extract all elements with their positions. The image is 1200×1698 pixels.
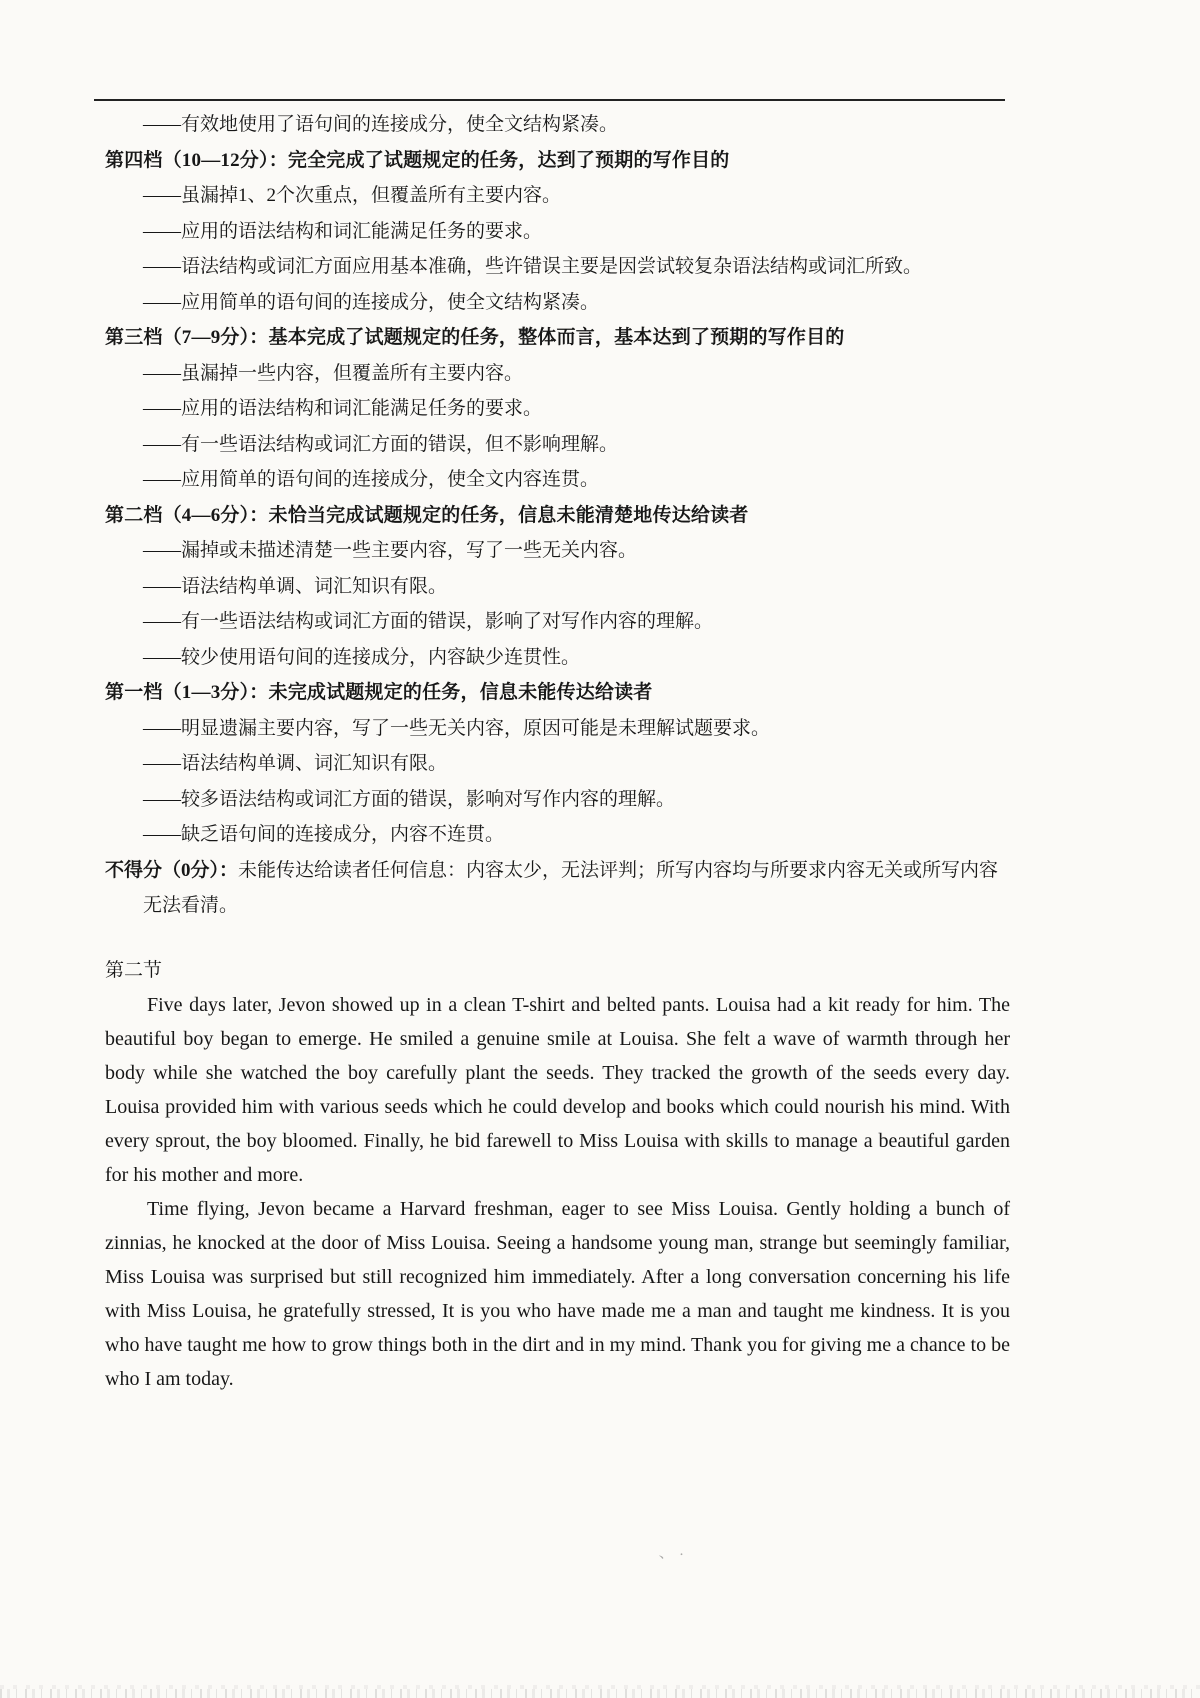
rubric-item: ——语法结构或词汇方面应用基本准确，些许错误主要是因尝试较复杂语法结构或词汇所致。 [143,256,923,277]
header-rule [94,99,1005,101]
band-title-1: 第一档（1—3分）：未完成试题规定的任务，信息未能传达给读者 [105,682,653,703]
rubric-item: ——有一些语法结构或词汇方面的错误，但不影响理解。 [143,433,619,455]
rubric-item: ——应用简单的语句间的连接成分，使全文内容连贯。 [143,469,600,490]
page-content [105,107,1010,1396]
rubric-item: ——应用的语法结构和词汇能满足任务的要求。 [143,220,543,242]
passage-paragraph-2: Time flying, Jevon became a Harvard freshman, eager to see Miss Louisa. Gently holding a bunch of zinnias, he knocked at the door of Miss Louisa. Seeing a handsome young man, strange but seemingly familiar, Miss Louisa was surprised but still recognized him immediately. After a long conversation concerning his life with Miss Louisa, he gratefully stressed, It is you who have made me a man and taught me kindness. It is you who have taught me how to grow things both in the dirt and in my mind. Thank you for giving me a chance to be who I am today. [105,1198,1010,1390]
rubric-item: ——较少使用语句间的连接成分，内容缺少连贯性。 [143,646,581,668]
rubric-item: ——漏掉或未描述清楚一些主要内容，写了一些无关内容。 [143,540,638,561]
passage-paragraph-1: Five days later, Jevon showed up in a clean T-shirt and belted pants. Louisa had a kit ready for him. The beautiful boy began to emerge. He smiled a genuine smile at Louisa. She felt a wave of warmth through her body while she watched the boy carefully plant the seeds. They tracked the growth of the seeds every day. Louisa provided him with various seeds which he could develop and books which could nourish his mind. With every sprout, the boy bloomed. Finally, he bid farewell to Miss Louisa with skills to manage a beautiful garden for his mother and more. [105,994,1010,1186]
rubric-item: ——虽漏掉一些内容，但覆盖所有主要内容。 [143,362,524,384]
rubric-item: ——虽漏掉1、2个次重点，但覆盖所有主要内容。 [143,185,562,206]
rubric-item: ——有一些语法结构或词汇方面的错误，影响了对写作内容的理解。 [143,611,714,632]
zero-score-label: 不得分（0分）： [105,859,239,881]
zero-score-text: 未能传达给读者任何信息：内容太少，无法评判；所写内容均与所要求内容无关或所写内容无法看清。 [143,859,999,916]
rubric-item: ——语法结构单调、词汇知识有限。 [143,575,448,597]
zero-score-line [105,853,1010,924]
band-title-4: 第四档（10—12分）：完全完成了试题规定的任务，达到了预期的写作目的 [105,149,730,171]
scan-artifact: 、. [657,1541,690,1563]
section-heading: 第二节 [105,959,163,981]
band-title-3: 第三档（7—9分）：基本完成了试题规定的任务，整体而言，基本达到了预期的写作目的 [105,327,845,348]
scan-noise [0,1689,1200,1698]
rubric-item: ——应用的语法结构和词汇能满足任务的要求。 [143,398,543,419]
rubric-item: ——有效地使用了语句间的连接成分，使全文结构紧凑。 [143,114,619,135]
rubric-item: ——语法结构单调、词汇知识有限。 [143,753,448,774]
rubric-item: ——明显遗漏主要内容，写了一些无关内容，原因可能是未理解试题要求。 [143,717,771,739]
scoring-rubric [105,107,1010,924]
band-title-2: 第二档（4—6分）：未恰当完成试题规定的任务，信息未能清楚地传达给读者 [105,504,749,526]
rubric-item: ——应用简单的语句间的连接成分，使全文结构紧凑。 [143,291,600,313]
rubric-item: ——缺乏语句间的连接成分，内容不连贯。 [143,824,505,845]
rubric-item: ——较多语法结构或词汇方面的错误，影响对写作内容的理解。 [143,788,676,810]
